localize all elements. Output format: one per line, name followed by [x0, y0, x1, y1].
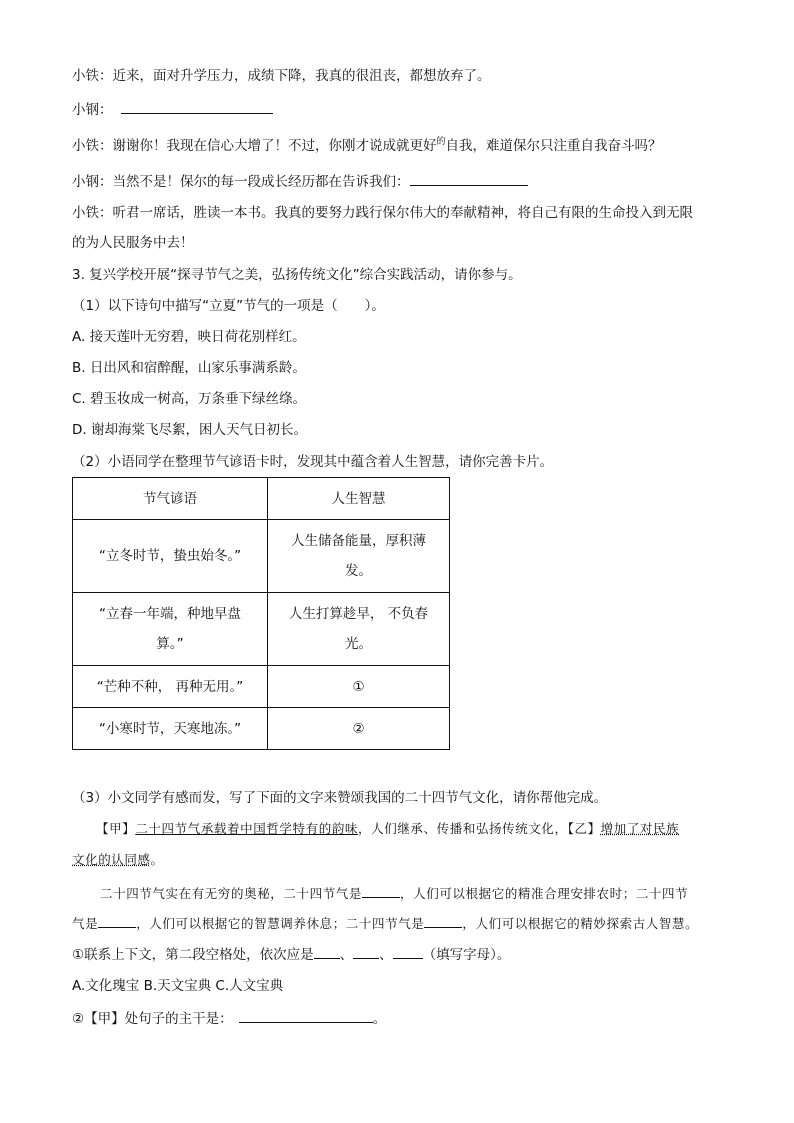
dialogue-text: 近来，面对升学压力，成绩下降，我真的很沮丧，都想放弃了。 — [112, 68, 491, 84]
dialogue-text: 当然不是！保尔的每一段成长经历都在告诉我们： — [112, 174, 410, 190]
speaker: 小铁： — [72, 205, 113, 221]
sub-question-1: ①联系上下文，第二段空格处，依次应是 、 、 （填写字母）。 — [72, 944, 510, 965]
dialogue-text: 谢谢你！我现在信心大增了！不过，你刚才说成就更好 — [112, 138, 437, 154]
passage-para-1-line-1: 【甲】二十四节气承载着中国哲学特有的韵味，人们继承、传播和弘扬传统文化，【乙】增加了对民族 — [96, 821, 680, 836]
wisdom-blank-2[interactable]: ② — [268, 708, 450, 750]
wisdom-cell: 人生打算趁早， 不负春 光。 — [268, 593, 450, 666]
dialogue-line-5 — [72, 203, 693, 223]
dialogue-line-6 — [72, 233, 194, 253]
main-clause-blank[interactable] — [239, 1008, 373, 1023]
table-header-row — [73, 478, 450, 520]
proverb-cell: “立冬时节，蛰虫始冬。” — [73, 520, 268, 593]
answer-blank[interactable] — [121, 99, 273, 114]
dialogue-line-3 — [72, 136, 662, 158]
table-row — [73, 666, 450, 708]
dialogue-text: 的为人民服务中去！ — [72, 235, 194, 251]
part-3-stem: （3）小文同学有感而发，写了下面的文字来赞颂我国的二十四节气文化，请你帮他完成。 — [72, 790, 608, 806]
speaker: 小铁： — [72, 138, 113, 154]
table-row — [73, 593, 450, 666]
dialogue-sup: 的 — [436, 137, 446, 147]
header-wisdom: 人生智慧 — [268, 478, 450, 520]
table-row — [73, 520, 450, 593]
option-a: A. 接天莲叶无穷碧，映日荷花别样红。 — [72, 329, 306, 345]
table-row — [73, 708, 450, 750]
proverb-cell: “芒种不种， 再种无用。” — [73, 666, 268, 708]
speaker: 小钢： — [72, 174, 113, 190]
sub-question-1-choices: A.文化瑰宝 B.天文宝典 C.人文宝典 — [72, 978, 284, 994]
option-b: B. 日出风和宿醉醒，山家乐事满系龄。 — [72, 360, 306, 376]
sub-question-2: ②【甲】处句子的主干是： 。 — [72, 1008, 386, 1029]
speaker: 小钢： — [72, 102, 113, 118]
passage-para-1-line-2: 文化的认同感。 — [72, 852, 164, 867]
part-1-stem: （1）以下诗句中描写“立夏”节气的一项是（ ）。 — [72, 298, 385, 314]
part-2-stem: （2）小语同学在整理节气谚语卡时，发现其中蕴含着人生智慧，请你完善卡片。 — [72, 454, 554, 470]
question-3-intro: 3. 复兴学校开展“探寻节气之美，弘扬传统文化”综合实践活动，请你参与。 — [72, 267, 522, 283]
proverb-card-table — [72, 477, 450, 750]
wisdom-blank-1[interactable]: ① — [268, 666, 450, 708]
passage-blank-3[interactable] — [424, 913, 462, 928]
answer-blank[interactable] — [410, 171, 528, 186]
wisdom-cell: 人生储备能量，厚积薄 发。 — [268, 520, 450, 593]
dialogue-line-2 — [72, 99, 273, 120]
letter-blank-1[interactable] — [314, 944, 340, 959]
option-c: C. 碧玉妆成一树高，万条垂下绿丝绦。 — [72, 391, 307, 407]
dialogue-line-4 — [72, 171, 528, 192]
dialogue-text: 自我，难道保尔只注重自我奋斗吗？ — [445, 138, 662, 154]
passage-para-2-line-1: 二十四节气实在有无穷的奥秘，二十四节气是 ，人们可以根据它的精准合理安排农时；二十四节 — [100, 883, 688, 904]
proverb-cell: “立春一年端，种地早盘 算。” — [73, 593, 268, 666]
underlined-sentence-jia: 二十四节气承载着中国哲学特有的韵味 — [135, 821, 359, 836]
letter-blank-2[interactable] — [353, 944, 379, 959]
proverb-cell: “小寒时节，天寒地冻。” — [73, 708, 268, 750]
underlined-phrase-yi: 增加了对民族 — [600, 821, 680, 836]
passage-blank-2[interactable] — [98, 913, 136, 928]
letter-blank-3[interactable] — [393, 944, 423, 959]
passage-para-2-line-2: 气是 ，人们可以根据它的智慧调养休息；二十四节气是 ，人们可以根据它的精妙探索古人智慧。 — [72, 913, 698, 934]
option-d: D. 谢却海棠飞尽絮，困人天气日初长。 — [72, 422, 307, 438]
passage-blank-1[interactable] — [362, 883, 400, 898]
header-proverb: 节气谚语 — [73, 478, 268, 520]
speaker: 小铁： — [72, 68, 113, 84]
dialogue-text: 听君一席话，胜读一本书。我真的要努力践行保尔伟大的奉献精神，将自己有限的生命投入到无限 — [112, 205, 693, 221]
dialogue-line-1 — [72, 66, 491, 86]
